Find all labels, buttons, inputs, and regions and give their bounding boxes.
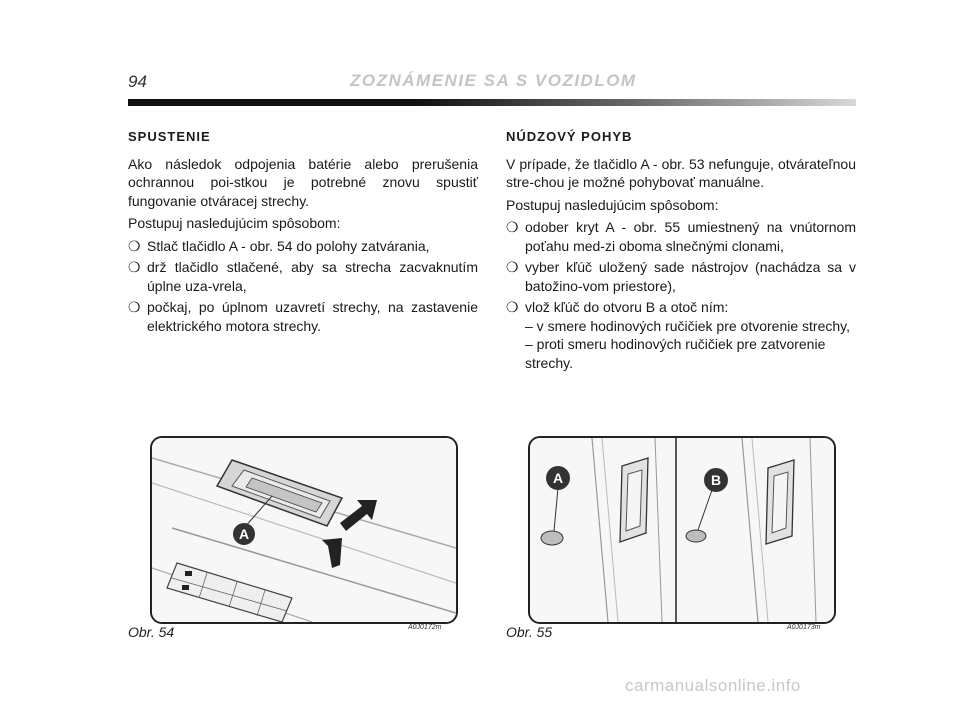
figure-54-roof-button xyxy=(150,436,458,624)
right-column xyxy=(506,128,856,375)
list-item-text: vyber kľúč uložený sade nástrojov (nachádza sa v batožino-vom priestore), xyxy=(525,259,856,294)
list-item xyxy=(128,237,478,256)
label-b-text: B xyxy=(710,472,722,488)
page-number: 94 xyxy=(128,72,147,91)
figure-caption: Obr. 54 xyxy=(128,624,175,640)
watermark: carmanualsonline.info xyxy=(625,676,801,695)
section-title-nudzovy-pohyb: NÚDZOVÝ POHYB xyxy=(506,129,633,144)
bullet-circle-icon: ❍ xyxy=(128,237,141,254)
bullet-circle-icon: ❍ xyxy=(506,219,519,235)
list-item-text: vlož kľúč do otvoru B a otoč ním: xyxy=(525,299,729,315)
instruction-list xyxy=(128,237,478,336)
roof-button-illustration xyxy=(152,438,456,622)
list-item xyxy=(128,298,478,335)
label-a-badge xyxy=(546,466,570,490)
sub-item-open: – v smere hodinových ručičiek pre otvorenie strechy, xyxy=(525,317,850,334)
cover-a xyxy=(541,531,563,545)
label-b-badge xyxy=(704,468,728,492)
hole-b xyxy=(686,530,706,542)
list-item xyxy=(506,258,856,295)
procedure-line: Postupuj nasledujúcim spôsobom: xyxy=(506,196,719,213)
bullet-circle-icon: ❍ xyxy=(506,259,519,275)
sub-item-close: – proti smeru hodinových ručičiek pre zatvorenie strechy. xyxy=(525,336,826,371)
label-a-text: A xyxy=(552,470,564,486)
list-item-text: odober kryt A - obr. 55 umiestnený na vnútornom poťahu med-zi oboma slnečnými clonami, xyxy=(525,219,856,254)
list-item xyxy=(128,258,478,295)
intro-paragraph: V prípade, že tlačidlo A - obr. 53 nefunguje, otvárateľnou stre-chou je možné pohybovať manuálne. xyxy=(506,155,856,190)
list-item xyxy=(506,218,856,255)
bullet-circle-icon: ❍ xyxy=(128,259,141,275)
list-item xyxy=(506,298,856,372)
figure-code: A0J0172m xyxy=(408,624,442,631)
header-rule xyxy=(128,99,856,106)
bullet-circle-icon: ❍ xyxy=(128,299,141,315)
procedure-line: Postupuj nasledujúcim spôsobom: xyxy=(128,215,341,231)
emergency-operation-illustration xyxy=(530,438,834,622)
chapter-title: ZOZNÁMENIE SA S VOZIDLOM xyxy=(350,71,637,90)
list-item-text: počkaj, po úplnom uzavretí strechy, na zastavenie elektrického motora strechy. xyxy=(147,299,478,334)
intro-paragraph: Ako následok odpojenia batérie alebo prerušenia ochrannou poi-stkou je potrebné znovu spustiť fungovanie otváracej strechy. xyxy=(128,155,478,209)
figure-code: A0J0173m xyxy=(787,624,821,631)
left-column xyxy=(128,128,478,338)
instruction-list xyxy=(506,218,856,372)
figure-caption: Obr. 55 xyxy=(506,624,553,640)
label-a-text: A xyxy=(238,526,250,542)
figure-55-emergency-operation xyxy=(528,436,836,624)
list-item-text: Stlač tlačidlo A - obr. 54 do polohy zatvárania, xyxy=(147,237,430,254)
page-header xyxy=(128,72,856,96)
list-item-text: drž tlačidlo stlačené, aby sa strecha zacvaknutím úplne uza-vrela, xyxy=(147,259,478,294)
section-title-spustenie: SPUSTENIE xyxy=(128,129,211,144)
label-a-badge xyxy=(233,523,255,545)
bullet-circle-icon: ❍ xyxy=(506,299,519,315)
